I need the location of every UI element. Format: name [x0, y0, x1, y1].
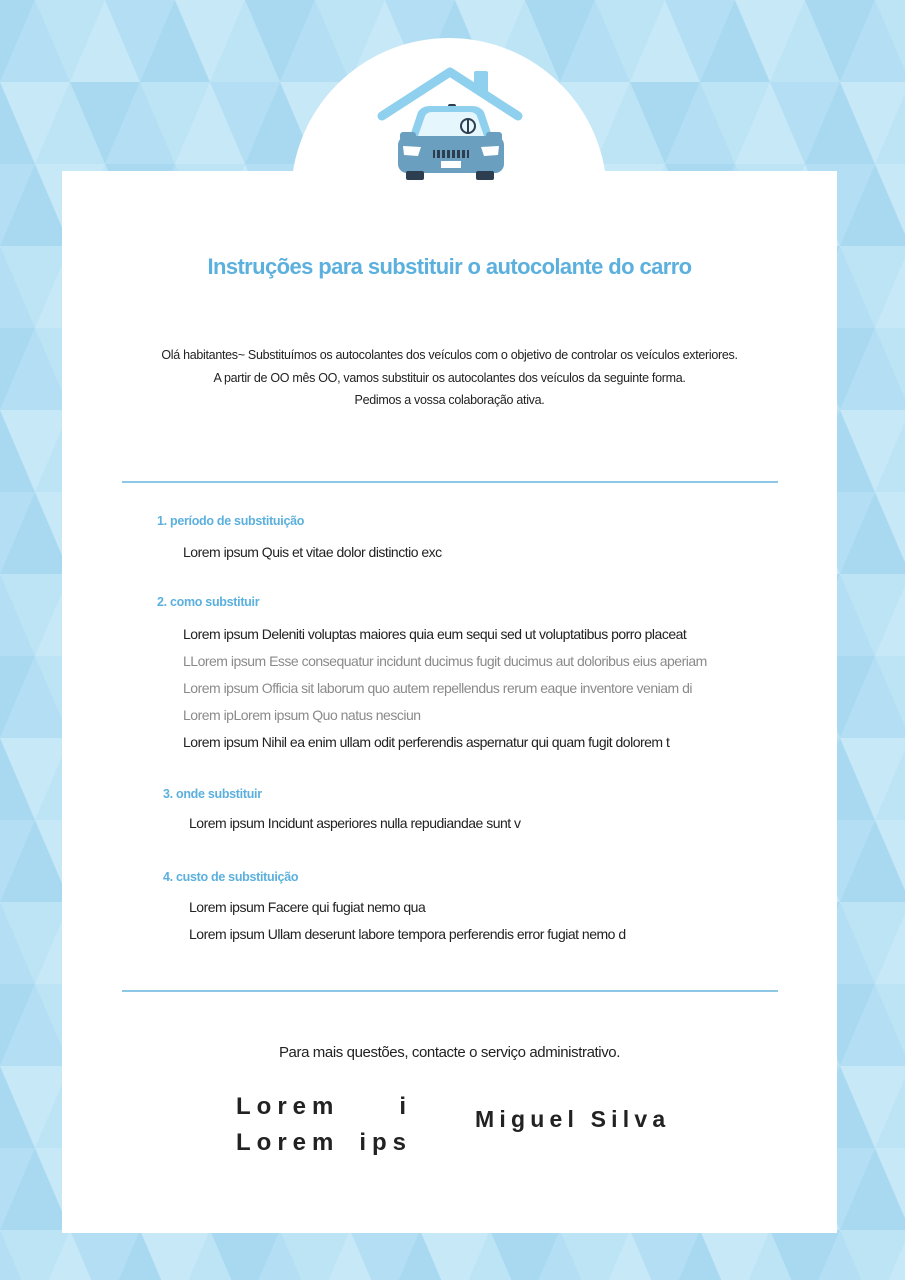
bottom-divider — [122, 990, 778, 992]
intro-line: Pedimos a vossa colaboração ativa. — [354, 393, 545, 407]
section-line: Lorem ipsum Officia sit laborum quo autem repellendus rerum eaque inventore veniam di — [183, 680, 692, 696]
intro-text — [62, 344, 837, 412]
intro-line: A partir de OO mês OO, vamos substituir os autocolantes dos veículos da seguinte forma. — [213, 370, 686, 385]
top-divider — [122, 481, 778, 483]
signature-left — [236, 1089, 412, 1161]
signature-name: Miguel Silva — [475, 1106, 671, 1132]
signature-left-line: Lorem i — [236, 1093, 412, 1120]
car-house-icon — [376, 66, 524, 184]
section-line: LLorem ipsum Esse consequatur incidunt ducimus fugit ducimus aut doloribus eius aperiam — [183, 653, 707, 669]
section-heading-period: 1. período de substituição — [157, 514, 305, 528]
section-heading-where: 3. onde substituir — [163, 787, 262, 801]
section-line: Lorem ipsum Quis et vitae dolor distinctio exc — [183, 544, 442, 560]
section-line: Lorem ipsum Deleniti voluptas maiores quia eum sequi sed ut voluptatibus porro placeat — [183, 626, 687, 642]
section-line: Lorem ipsum Incidunt asperiores nulla repudiandae sunt v — [189, 815, 521, 831]
section-line: Lorem ipsum Facere qui fugiat nemo qua — [189, 899, 426, 915]
section-heading-how: 2. como substituir — [157, 595, 260, 609]
notice-card — [62, 171, 837, 1233]
intro-line: Olá habitantes~ Substituímos os autocolantes dos veículos com o objetivo de controlar os veículos exteriores. — [161, 348, 738, 362]
section-line: Lorem ipsum Nihil ea enim ullam odit perferendis aspernatur qui quam fugit dolorem t — [183, 734, 670, 750]
section-heading-cost: 4. custo de substituição — [163, 870, 299, 884]
contact-note: Para mais questões, contacte o serviço administrativo. — [278, 1044, 621, 1061]
section-line: Lorem ipLorem ipsum Quo natus nesciun — [183, 707, 421, 723]
page-title: Instruções para substituir o autocolante do carro — [207, 254, 692, 279]
signature-left-line: Lorem ips — [236, 1129, 412, 1156]
section-line: Lorem ipsum Ullam deserunt labore tempora perferendis error fugiat nemo d — [189, 926, 626, 942]
